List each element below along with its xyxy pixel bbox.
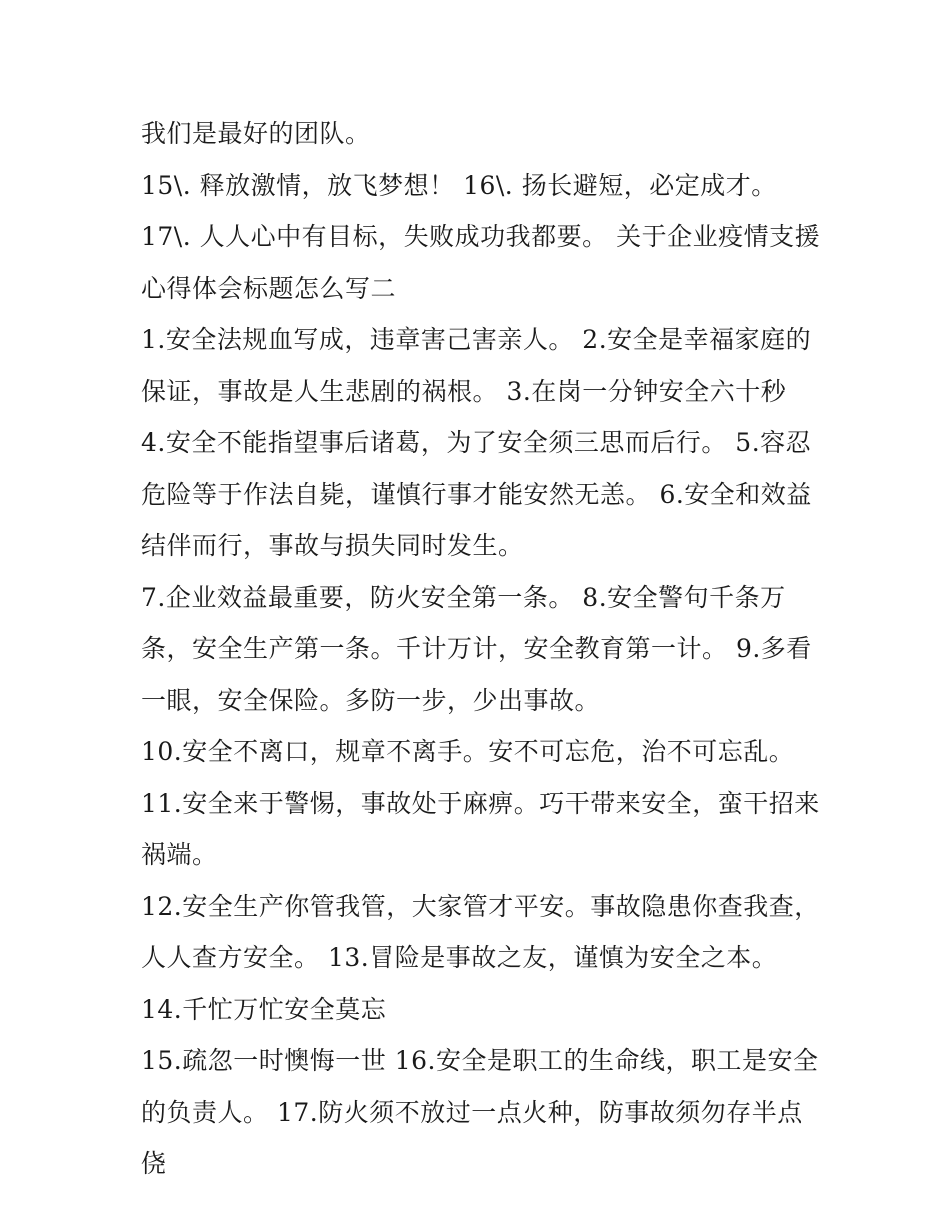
paragraph-safety-12-14: 12.安全生产你管我管，大家管才平安。事故隐患你查我查，人人查方安全。 13.冒险是事故之友，谨慎为安全之本。 14.千忙万忙安全莫忘 xyxy=(141,891,820,1024)
paragraph-safety-1-3: 1.安全法规血写成，违章害己害亲人。 2.安全是幸福家庭的保证，事故是人生悲剧的祸根。 3.在岗一分钟安全六十秒 xyxy=(141,325,812,406)
paragraph-safety-10-11: 10.安全不离口，规章不离手。安不可忘危，治不可忘乱。 11.安全来于警惕，事故处于麻痹。巧干带来安全，蛮干招来祸端。 xyxy=(141,737,820,869)
document-body xyxy=(141,108,821,1190)
paragraph-safety-15-17: 15.疏忽一时懊悔一世 16.安全是职工的生命线，职工是安全的负责人。 17.防火须不放过一点火种，防事故须勿存半点侥 xyxy=(141,1046,819,1178)
paragraph-slogans-15-17: 15\. 释放激情，放飞梦想！ 16\. 扬长避短，必定成才。 17\. 人人心中有目标，失败成功我都要。 关于企业疫情支援心得体会标题怎么写二 xyxy=(141,170,821,303)
paragraph-safety-4-6: 4.安全不能指望事后诸葛，为了安全须三思而后行。 5.容忍危险等于作法自毙，谨慎行事才能安然无恙。 6.安全和效益结伴而行，事故与损失同时发生。 xyxy=(141,428,812,560)
paragraph-team-closing: 我们是最好的团队。 xyxy=(141,119,371,148)
paragraph-safety-7-9: 7.企业效益最重要，防火安全第一条。 8.安全警句千条万条，安全生产第一条。千计万计，安全教育第一计。 9.多看一眼，安全保险。多防一步，少出事故。 xyxy=(141,582,812,715)
